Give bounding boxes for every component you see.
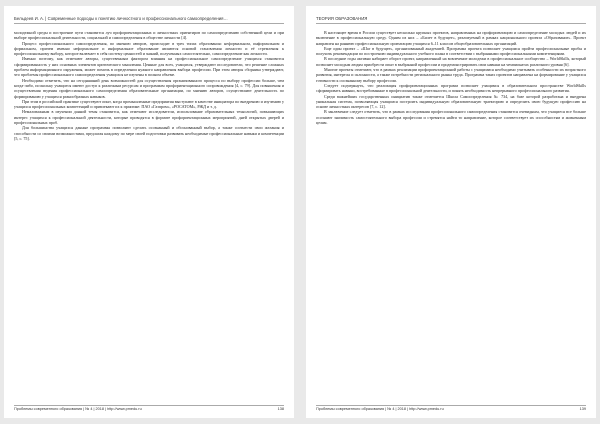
paragraph: В последние годы активно набирает оборот проект, направленный на вовлечение молодежи в профессиональное сообщество – WorldSkills, который позволяет молодым людям приобрести опыт в выбранной профессии и продемонстрировать свои навыки на чемпионатах различного уровня [6].	[316, 56, 586, 67]
paragraph: Процесс профессионального самоопределения, по мнению авторов, происходит в трех типах образования: неформальном, информальном и формальном, причем именно неформальное и информальное образование являются основой становления личности и её стремления к профессиональному выбору, которое включает в себя систему ценностей и знаний, полученных самостоятельно, самоопределение как личности.	[14, 40, 284, 57]
paragraph: Необходимо отметить, что на сегодняшний день возможностей для осуществления организованного процесса по выбору профессии больше, чем когда-либо, поскольку учащиеся имеют доступ к различным ресурсам и программам профориентационного сопровождения [4, с. 79]. Для повышения и осуществления ведения профессионального самоопределения образовательные организации, по мнению авторов, осуществляют деятельность по формированию у учащихся разнообразных навыков.	[14, 77, 284, 99]
left-page	[4, 6, 294, 418]
page-number: 138	[277, 407, 284, 411]
right-footer	[316, 405, 586, 412]
footer-journal: Проблемы современного образования | № 4 | 2018 | http://www.pmedu.ru	[316, 407, 444, 411]
right-running-head: ТЕОРИЯ ОБРАЗОВАНИЯ	[316, 16, 586, 24]
paragraph: Следует подчеркнуть, что реализация профориентационных программ позволяет учащимся в образовательном пространстве WorldSkills сформировать навыки, востребованные в профессиональной деятельности, и понять необходимость непрерывного профессионального развития.	[316, 82, 586, 94]
right-body-text	[316, 30, 586, 125]
left-running-head: Бельдеев И. А. | Современные подходы к понятию личностного и профессионального самоопределения…	[14, 16, 284, 24]
left-body-text	[14, 30, 284, 141]
paragraph: молодежной среды и построение пути становится луч профориентационных и личностных ориентиров по самоопределению собственной цели и при выборе профессиональной деятельности, социальной и самоопределения в обществе личности [4].	[14, 30, 284, 41]
paragraph: В настоящее время в России существует несколько крупных проектов, направленных на профориентацию и самоопределение молодых людей и их включение в профессиональную среду. Одним из них – «Билет в будущее», реализуемый в рамках национального проекта «Образование». Проект направлен на раннюю профессиональную ориентацию учащихся 6–11 классов общеобразовательных организаций.	[316, 30, 586, 46]
footer-journal: Проблемы современного образования | № 4 | 2018 | http://www.pmedu.ru	[14, 407, 142, 411]
paragraph: Именно поэтому, как отмечают авторы, существенным фактором влияния на профессиональное самоопределение учащихся становится сформированность у них основных элементов критического мышления. Ценные для всех, учащихся, утверждают исследователи, что решение сложных проблем информационного окружения, может помочь в определении нужного направления выбора профессии. При этом авторы сборника утверждают, что проблемы профессионального самоопределения учащихся не изучены в полном объеме.	[14, 56, 284, 78]
paragraph: При этом в российской практике существуют опыт, когда промышленные предприятия выступают в качестве инициатора по внедрению и изучению у учащихся профессиональных компетенций и привлекают их к практике: ПАО «Газпром», «РОСАТОМ», РЖД и т. д.	[14, 98, 284, 110]
paragraph: В заключение следует отметить, что в рамках исследования профессионального самоопределения становится очевидным, что учащиеся все больше осознают значимость самостоятельного выбора профессии и стремятся найти то направление, которое соответствует их способностям и жизненным целям.	[316, 109, 586, 126]
right-page	[306, 6, 596, 418]
paragraph: Еще один проект – «Шаг в будущее», организованный академией. Программа проекта позволяет учащимся пройти профессиональные пробы и получить рекомендации по построению индивидуального учебного плана в соответствии с выбранными профессиональными компетенциями.	[316, 45, 586, 57]
paragraph: Многие проекты отмечают, что в рамках реализации профориентационной работы с учащимися необходимо учитывать особенности их возрастного развития, интересы и склонности, а также потребности регионального рынка труда. Программа таких проектов направлена на формирование у учащихся готовности к осознанному выбору профессии.	[316, 67, 586, 83]
paragraph: Среди важнейших государственных инициатив также отмечается Школа Самоопределения № 734, на базе которой разработана и внедрена уникальная система, позволяющая учащимся построить индивидуальную образовательную траекторию и определить свою будущую профессию на основе личностных интересов [7, с. 12].	[316, 93, 586, 110]
page-number: 139	[579, 407, 586, 411]
left-footer	[14, 405, 284, 412]
paragraph: Для большинства учащихся данные программы позволяют сделать осознанный и обоснованный выбор, а также соотнести свои желания и способности со своими возможностями, предлагая каждому по мере своей подготовки развивать необходимые профессиональные навыки и компетенции [5, с. 75].	[14, 125, 284, 141]
paragraph: Немаловажным в изучении данной темы становится, как отмечают исследователи, использование образовательных технологий, повышающих интерес учащихся к профессиональной деятельности, которые проводятся в формате профориентационных мероприятий, дней открытых дверей и профессиональных проб.	[14, 109, 284, 126]
